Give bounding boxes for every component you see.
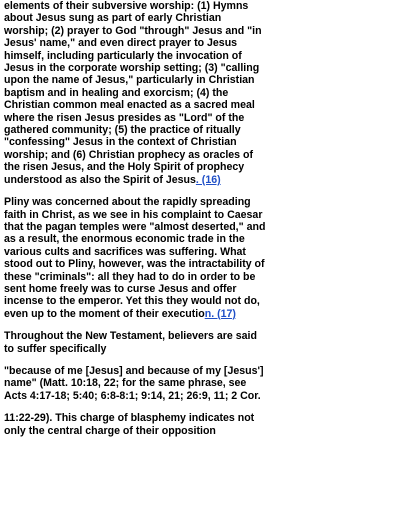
paragraph-quote (4, 365, 266, 402)
paragraph-text: "because of me [Jesus] and because of my [Jesus'] name" (Matt. 10:18, 22; for the same phrase, see Acts 4:17-18; 5:40; 6:8-8:1; 9:14, 21; 26:9, 11; 2 Cor. (4, 364, 264, 402)
footnote-link-16[interactable]: . (16) (195, 173, 221, 186)
document-page (4, 0, 266, 447)
footnote-link-17[interactable]: n. (17) (204, 307, 236, 320)
paragraph-pliny (4, 196, 266, 320)
paragraph-text: 11:22-29). This charge of blasphemy indicates not only the central charge of their opposition (4, 412, 255, 437)
paragraph-text: Pliny was concerned about the rapidly spreading faith in Christ, as we see in his complaint to Caesar that the pagan temples were "almost deserted," and as a result, the enormous economic trade in the various cults and sacrifices was suffering. What stood out to Pliny, however, was the intractability of these "criminals": all they had to do in order to be sent home freely was to curse Jesus and offer incense to the emperor. Yet this they would not do, even up to the moment of their executio (4, 196, 266, 320)
paragraph-blasphemy (4, 412, 266, 437)
paragraph-text: elements of their subversive worship: (1) Hymns about Jesus sung as part of early Christian worship; (2) prayer to God "through" Jesus and "in Jesus' name," and even direct prayer to Jesus himself, including particularly the invocation of Jesus in the corporate worship setting; (3) "calling upon the name of Jesus," particularly in Christian baptism and in healing and exorcism; (4) the Christian common meal enacted as a sacred meal where the risen Jesus presides as "Lord" of the gathered community; (5) the practice of ritually "confessing" Jesus in the context of Christian worship; and (6) Christian prophecy as oracles of the risen Jesus, and the Holy Spirit of prophecy understood as also the Spirit of Jesus (4, 0, 262, 186)
paragraph-new-testament (4, 330, 266, 355)
paragraph-worship-elements (4, 0, 266, 186)
paragraph-text: Throughout the New Testament, believers are said to suffer specifically (4, 330, 257, 355)
